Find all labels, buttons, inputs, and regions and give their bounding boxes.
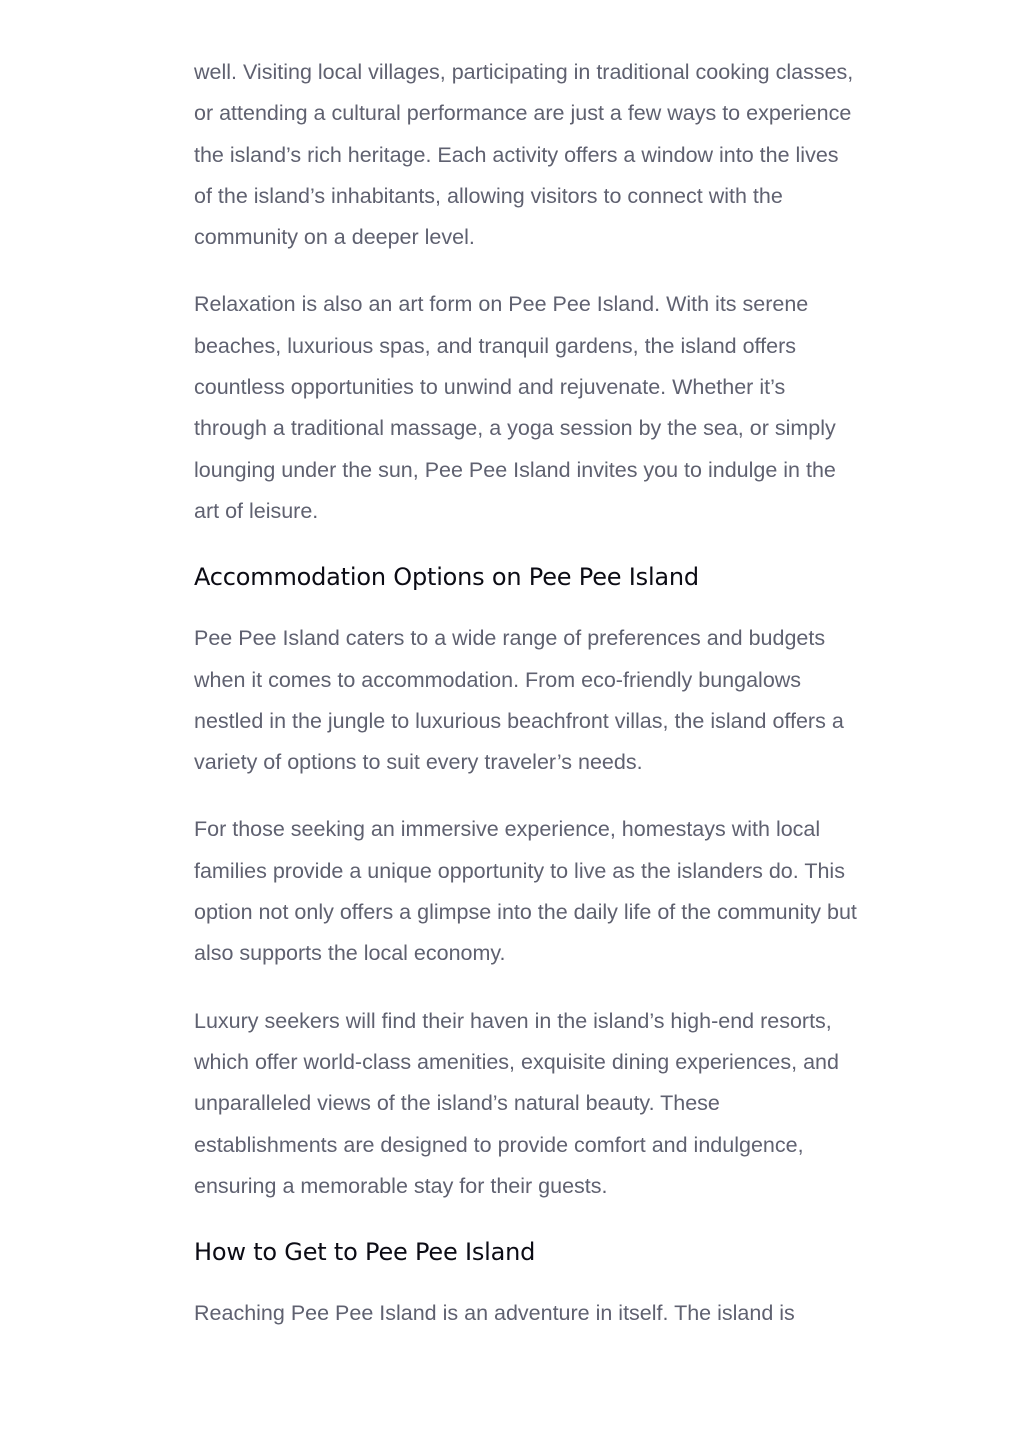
- paragraph-relaxation: Relaxation is also an art form on Pee Pee Island. With its serene beaches, luxurious spas, and tranquil gardens, the island offers countless opportunities to unwind and rejuvenate. Whether it’s through a traditional massage, a yoga session by the sea, or simply lounging under the sun, Pee Pee Island invites you to indulge in the art of leisure.: [194, 292, 836, 523]
- paragraph-reaching-island: Reaching Pee Pee Island is an adventure in itself. The island is: [194, 1301, 795, 1326]
- paragraph-cultural-activities: well. Visiting local villages, participating in traditional cooking classes, or attending a cultural performance are just a few ways to experience the island’s rich heritage. Each activity offers a window into the lives of the island’s inhabitants, allowing visitors to connect with the community on a deeper level.: [194, 60, 854, 250]
- article-body: [194, 52, 858, 1360]
- heading-accommodation-options: Accommodation Options on Pee Pee Island: [194, 563, 699, 592]
- paragraph-luxury-resorts: Luxury seekers will find their haven in the island’s high-end resorts, which offer world-class amenities, exquisite dining experiences, and unparalleled views of the island’s natural beauty. These establishments are designed to provide comfort and indulgence, ensuring a memorable stay for their guests.: [194, 1008, 839, 1198]
- paragraph-homestays: For those seeking an immersive experience, homestays with local families provide a unique opportunity to live as the islanders do. This option not only offers a glimpse into the daily life of the community but also supports the local economy.: [194, 817, 857, 966]
- heading-how-to-get-there: How to Get to Pee Pee Island: [194, 1238, 536, 1267]
- paragraph-accommodation-range: Pee Pee Island caters to a wide range of preferences and budgets when it comes to accommodation. From eco-friendly bungalows nestled in the jungle to luxurious beachfront villas, the island offers a variety of options to suit every traveler’s needs.: [194, 626, 844, 775]
